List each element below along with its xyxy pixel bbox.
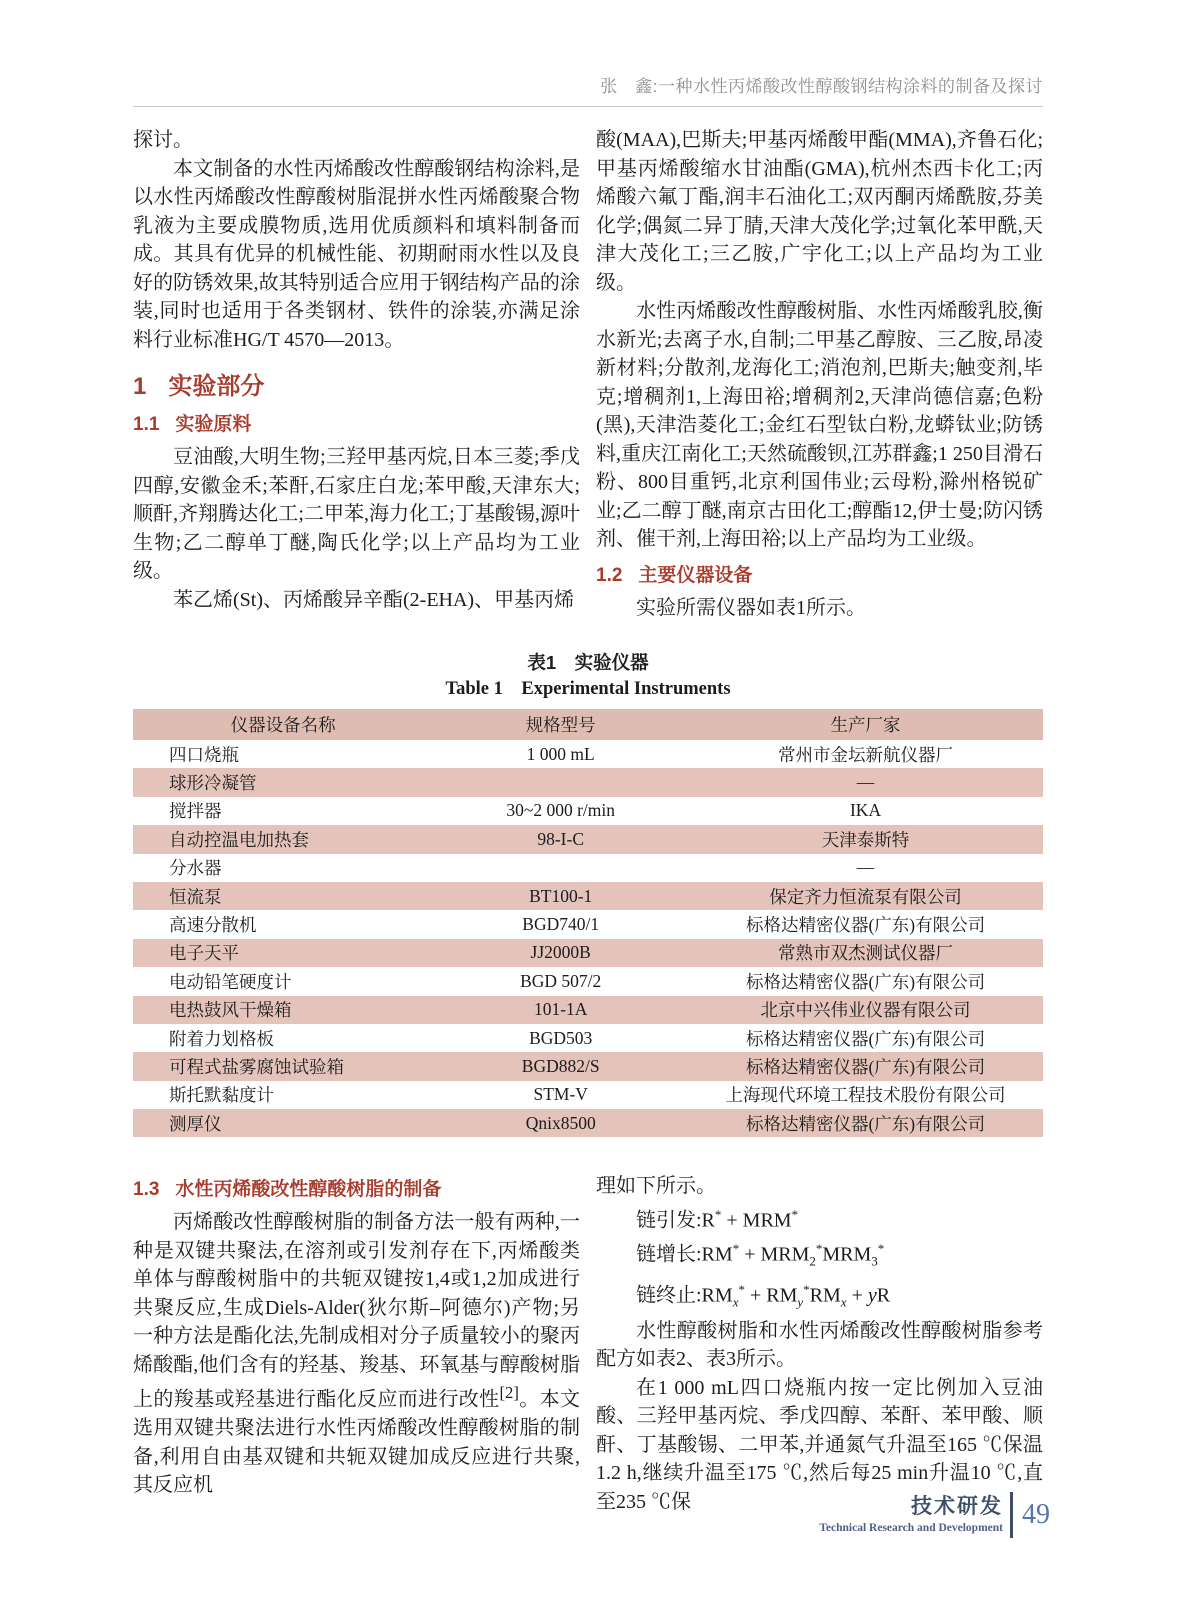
- section-heading-1-2: [596, 563, 1043, 588]
- column-top-right: [596, 126, 1043, 622]
- section-heading-1: [133, 371, 580, 403]
- section-number: 1.2: [596, 564, 623, 586]
- table-cell: 标格达精密仪器(广东)有限公司: [745, 1056, 986, 1077]
- table-row: [133, 768, 1043, 796]
- table-cell: BGD740/1: [522, 914, 600, 935]
- table-cell: —: [856, 857, 875, 878]
- table-cell: 电热鼓风干燥箱: [169, 1000, 292, 1021]
- instruments-table-block: [133, 650, 1043, 1137]
- formula-chain-termination: 链终止$:RM_x^* + RM_y^*RM_x$ + yR: [636, 1281, 891, 1310]
- section-number: 1.3: [133, 1179, 160, 1200]
- page-number: 49: [1022, 1499, 1050, 1530]
- table-row: [133, 1081, 1043, 1109]
- footer-label-en: Technical Research and Development: [819, 1522, 1003, 1534]
- formula-chain-initiation: 链引发:R* + MRM*: [636, 1206, 799, 1232]
- table-cell: 电动铅笔硬度计: [169, 971, 292, 992]
- section-number: 1.1: [133, 414, 160, 435]
- table-header-spec: 规格型号: [433, 709, 688, 740]
- table-cell: 球形冷凝管: [169, 773, 257, 794]
- paragraph-intro: 本文制备的水性丙烯酸改性醇酸钢结构涂料,是以水性丙烯酸改性醇酸树脂混拼水性丙烯酸聚合物乳液为主要成膜物质,选用优质颜料和填料制备而成。其具有优异的机械性能、初期耐雨水性以及良好的防锈效果,故其特别适合应用于钢结构产品的涂装,同时也适用于各类钢材、铁件的涂装,亦满足涂料行业标准HG/T 4570—2013。: [133, 157, 580, 351]
- section-number: 1: [133, 373, 147, 400]
- table-cell: BGD503: [529, 1027, 593, 1048]
- table-cell: 常州市金坛新航仪器厂: [778, 744, 954, 765]
- instruments-table-body: [133, 740, 1043, 1137]
- table-cell: 标格达精密仪器(广东)有限公司: [745, 1028, 986, 1049]
- table-cell: —: [856, 772, 875, 793]
- table-cell: 98-I-C: [537, 828, 585, 849]
- table-cell: 北京中兴伟业仪器有限公司: [760, 1000, 971, 1021]
- table-cell: 电子天平: [169, 943, 239, 964]
- table-cell: IKA: [849, 800, 882, 821]
- table-cell: [433, 854, 688, 882]
- table-row: [133, 797, 1043, 825]
- column-bottom-right: [596, 1172, 1043, 1516]
- formula-chain-growth: 链增长:RM* + $MRM_2^*MRM_3^*$: [636, 1240, 885, 1269]
- table-cell: 标格达精密仪器(广东)有限公司: [745, 915, 986, 936]
- table-row: [133, 1024, 1043, 1052]
- table-cell: 分水器: [169, 858, 222, 879]
- section-heading-1-3: [133, 1177, 580, 1202]
- table-cell: BGD 507/2: [520, 970, 602, 991]
- table-cell: 101-1A: [533, 999, 588, 1020]
- table-cell: 测厚仪: [169, 1113, 222, 1134]
- table-row: [133, 854, 1043, 882]
- footer-label-cn: 技术研发: [911, 1495, 1003, 1518]
- footer-section-label: [819, 1494, 1003, 1536]
- paragraph-formula-ref: 水性醇酸树脂和水性丙烯酸改性醇酸树脂参考配方如表2、表3所示。: [596, 1319, 1043, 1371]
- table-cell: JJ2000B: [530, 942, 591, 963]
- table-cell: 恒流泵: [169, 886, 222, 907]
- table-cell: STM-V: [533, 1084, 588, 1105]
- footer-divider-bar: [1010, 1492, 1013, 1538]
- table-row: [133, 967, 1043, 995]
- table-cell: 斯托默黏度计: [169, 1085, 274, 1106]
- running-head-title: 张 鑫:一种水性丙烯酸改性醇酸钢结构涂料的制备及探讨: [133, 72, 1043, 107]
- table-title-en: Table 1 Experimental Instruments: [445, 679, 731, 699]
- table-cell: [433, 768, 688, 796]
- paragraph-monomers-start: 苯乙烯(St)、丙烯酸异辛酯(2-EHA)、甲基丙烯: [173, 588, 575, 611]
- table-cell: 30~2 000 r/min: [506, 800, 616, 821]
- table-row: [133, 740, 1043, 768]
- table-cell: BGD882/S: [521, 1055, 600, 1076]
- table-cell: Qnix8500: [525, 1112, 596, 1133]
- table-title-cn: 表1 实验仪器: [527, 652, 649, 673]
- table-cell: 搅拌器: [169, 801, 222, 822]
- table-cell: 自动控温电加热套: [169, 829, 309, 850]
- paragraph-procedure: 在1 000 mL四口烧瓶内按一定比例加入豆油酸、三羟甲基丙烷、季戊四醇、苯酐、苯甲酸、顺酐、丁基酸锡、二甲苯,并通氮气升温至165 ℃保温1.2 h,继续升温至175 ℃,然后每25 min升温10 ℃,直至235 ℃保: [596, 1376, 1043, 1513]
- table-row: [133, 996, 1043, 1024]
- table-row: [133, 1052, 1043, 1080]
- column-bottom-left: [133, 1168, 580, 1500]
- table-header-row: [133, 709, 1043, 740]
- section-title: 主要仪器设备: [638, 564, 753, 586]
- instruments-table: [133, 709, 1043, 1137]
- table-cell: 上海现代环境工程技术股份有限公司: [725, 1085, 1006, 1106]
- section-title: 实验原料: [175, 414, 252, 435]
- table-cell: BT100-1: [529, 885, 593, 906]
- column-top-left: [133, 126, 580, 614]
- table-row: [133, 825, 1043, 853]
- section-title: 实验部分: [168, 373, 265, 400]
- table-row: [133, 882, 1043, 910]
- section-title: 水性丙烯酸改性醇酸树脂的制备: [175, 1179, 442, 1200]
- table-cell: 保定齐力恒流泵有限公司: [769, 886, 962, 907]
- instruments-table-head: [133, 709, 1043, 740]
- paragraph-raw-materials: 豆油酸,大明生物;三羟甲基丙烷,日本三菱;季戊四醇,安徽金禾;苯酐,石家庄白龙;苯甲酸,天津东大;顺酐,齐翔腾达化工;二甲苯,海力化工;丁基酸锡,源叶生物;乙二醇单丁醚,陶氏化学;以上产品均为工业级。: [133, 446, 580, 582]
- paragraph-instruments-ref: 实验所需仪器如表1所示。: [636, 596, 866, 619]
- table-cell: 可程式盐雾腐蚀试验箱: [169, 1056, 344, 1077]
- table-cell: 常熟市双杰测试仪器厂: [778, 943, 954, 964]
- table-row: [133, 1109, 1043, 1137]
- table-cell: 标格达精密仪器(广东)有限公司: [745, 971, 986, 992]
- paragraph-mechanism-cont: 理如下所示。: [596, 1175, 716, 1197]
- table-cell: 标格达精密仪器(广东)有限公司: [745, 1113, 986, 1134]
- paragraph-monomers-cont: 酸(MAA),巴斯夫;甲基丙烯酸甲酯(MMA),齐鲁石化;甲基丙烯酸缩水甘油酯(GMA),杭州杰西卡化工;丙烯酸六氟丁酯,润丰石油化工;双丙酮丙烯酰胺,芬美化学;偶氮二异丁腈,天津大茂化学;过氧化苯甲酰,天津大茂化工;三乙胺,广宇化工;以上产品均为工业级。: [596, 129, 1043, 294]
- paragraph-additives: 水性丙烯酸改性醇酸树脂、水性丙烯酸乳胶,衡水新光;去离子水,自制;二甲基乙醇胺、三乙胺,昂凌新材料;分散剂,龙海化工;消泡剂,巴斯夫;触变剂,毕克;增稠剂1,上海田裕;增稠剂2,天津尚德信嘉;色粉(黑),天津浩菱化工;金红石型钛白粉,龙蟒钛业;防锈料,重庆江南化工;天然硫酸钡,江苏群鑫;1 250目滑石粉、800目重钙,北京利国伟业;云母粉,滁州格锐矿业;乙二醇丁醚,南京古田化工;醇酯12,伊士曼;防闪锈剂、催干剂,上海田裕;以上产品均为工业级。: [596, 300, 1043, 550]
- table-row: [133, 910, 1043, 938]
- table-cell: 附着力划格板: [169, 1028, 274, 1049]
- table-cell: 天津泰斯特: [821, 829, 910, 850]
- section-heading-1-1: [133, 412, 580, 437]
- table-header-manufacturer: 生产厂家: [688, 709, 1043, 740]
- table-cell: 高速分散机: [169, 915, 257, 936]
- table-cell: 1 000 mL: [526, 743, 595, 764]
- paragraph-preparation: 丙烯酸改性醇酸树脂的制备方法一般有两种,一种是双键共聚法,在溶剂或引发剂存在下,丙烯酸类单体与醇酸树脂中的共轭双键按1,4或1,2加成进行共聚反应,生成Diels-Alder(狄尔斯–阿德尔)产物;另一种方法是酯化法,先制成相对分子质量较小的聚丙烯酸酯,他们含有的羟基、羧基、环氧基与醇酸树脂上的羧基或羟基进行酯化反应而进行改性[2]。本文选用双键共聚法进行水性丙烯酸改性醇酸树脂的制备,利用自由基双键和共轭双键加成反应进行共聚,其反应机: [133, 1211, 581, 1497]
- page-footer: [819, 1492, 1050, 1538]
- table-header-name: 仪器设备名称: [133, 709, 433, 740]
- paragraph-continuation: 探讨。: [133, 129, 193, 151]
- table-row: [133, 939, 1043, 967]
- table-cell: 四口烧瓶: [169, 744, 239, 765]
